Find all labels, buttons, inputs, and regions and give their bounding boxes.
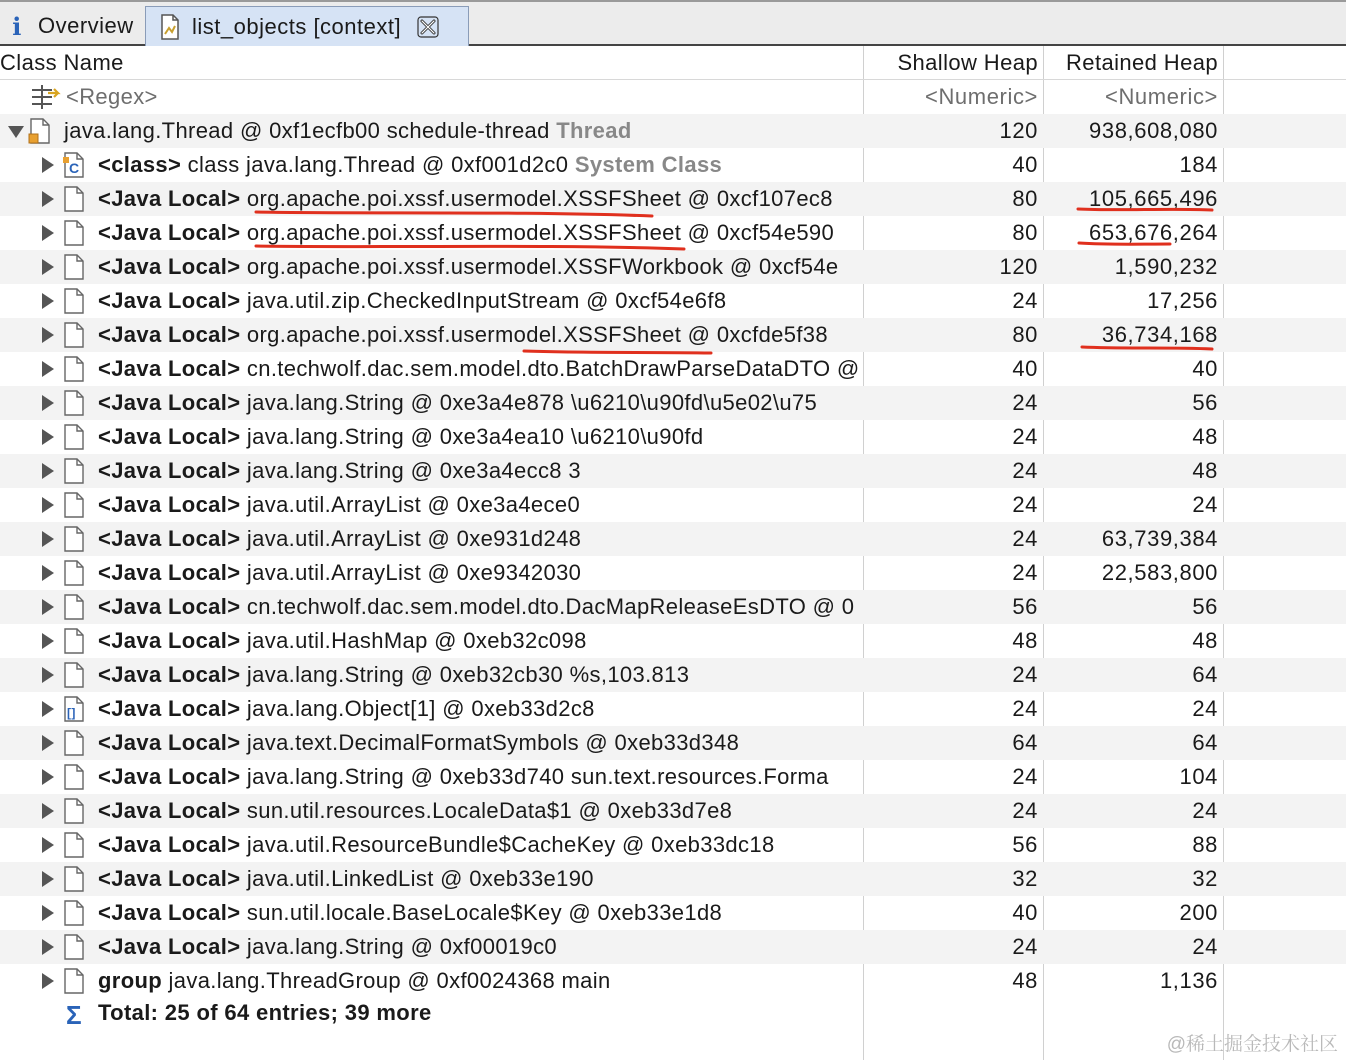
object-icon [62,628,86,654]
expand-arrow-icon[interactable] [42,633,54,649]
expand-arrow-icon[interactable] [42,769,54,785]
object-icon [62,968,86,994]
object-icon [62,594,86,620]
object-icon [62,288,86,314]
expand-arrow-icon[interactable] [42,293,54,309]
expand-arrow-icon[interactable] [42,395,54,411]
object-icon [62,492,86,518]
object-label: org.apache.poi.xssf.usermodel.XSSFSheet @ 0xcfde5f38 [246,322,828,347]
editor-tab-bar [0,0,1346,46]
object-label: java.lang.Object[1] @ 0xeb33d2c8 [246,696,595,721]
sum-icon: Σ [66,1000,82,1030]
retained-heap-value: 36,734,168 [1101,322,1218,347]
reference-kind: <Java Local> [98,424,241,449]
table-row[interactable] [0,658,1346,692]
array-icon [62,696,86,722]
table-row[interactable] [0,454,1346,488]
expand-arrow-icon[interactable] [42,497,54,513]
shallow-heap-value: 48 [1012,628,1038,653]
total-summary: Total: 25 of 64 entries; 39 more [98,1000,432,1025]
shallow-heap-value: 24 [1012,696,1038,721]
shallow-heap-value: 24 [1012,560,1038,585]
object-label: cn.techwolf.dac.sem.model.dto.DacMapReleaseEsDTO @ 0 [246,594,855,619]
retained-heap-value: 24 [1192,934,1218,959]
retained-heap-value: 24 [1192,492,1218,517]
expand-arrow-icon[interactable] [42,157,54,173]
expand-arrow-icon[interactable] [42,701,54,717]
svg-text:C: C [69,160,80,176]
root-thread-type: Thread [556,118,632,143]
object-label: java.util.ArrayList @ 0xe9342030 [246,560,582,585]
retained-heap-value: 105,665,496 [1089,186,1218,211]
svg-text:[]: [] [67,706,76,720]
expand-arrow-icon[interactable] [42,259,54,275]
root-retained-value: 938,608,080 [1089,118,1218,143]
table-row[interactable] [0,386,1346,420]
shallow-heap-value: 40 [1012,900,1038,925]
retained-heap-value: 24 [1192,798,1218,823]
shallow-heap-value: 24 [1012,424,1038,449]
reference-kind: <Java Local> [98,186,241,211]
expand-arrow-icon[interactable] [42,463,54,479]
retained-heap-value: 48 [1192,424,1218,449]
retained-heap-value: 63,739,384 [1101,526,1218,551]
object-label: sun.util.resources.LocaleData$1 @ 0xeb33d7e8 [246,798,733,823]
expand-arrow-icon[interactable] [42,361,54,377]
regex-filter-cell[interactable] [0,80,864,114]
table-row[interactable] [0,284,1346,318]
object-label: java.lang.String @ 0xe3a4e878 \u6210\u90fd\u5e02\u75 [246,390,818,415]
object-icon [62,186,86,212]
table-row[interactable] [0,896,1346,930]
table-row[interactable] [0,828,1346,862]
retained-filter-input[interactable]: <Numeric> [1105,84,1218,109]
thread-object-icon [28,118,52,144]
total-row [0,998,1346,1032]
object-icon [62,458,86,484]
object-label: class java.lang.Thread @ 0xf001d2c0 [187,152,569,177]
shallow-heap-value: 24 [1012,390,1038,415]
expand-arrow-icon[interactable] [42,327,54,343]
column-header-shallow-heap[interactable]: Shallow Heap [897,50,1038,75]
document-icon [160,14,180,40]
reference-kind: <Java Local> [98,662,241,687]
retained-heap-value: 48 [1192,628,1218,653]
reference-kind: <Java Local> [98,220,241,245]
object-label: java.lang.String @ 0xe3a4ecc8 3 [246,458,581,483]
table-row[interactable] [0,964,1346,998]
shallow-heap-value: 64 [1012,730,1038,755]
expand-arrow-icon[interactable] [42,939,54,955]
shallow-heap-value: 40 [1012,356,1038,381]
retained-heap-value: 48 [1192,458,1218,483]
object-label: java.util.ArrayList @ 0xe931d248 [246,526,582,551]
reference-kind: <Java Local> [98,492,241,517]
expand-arrow-icon[interactable] [42,973,54,989]
reference-kind: <Java Local> [98,730,241,755]
reference-kind: <Java Local> [98,696,241,721]
tab-overview-label: Overview [38,13,134,38]
object-icon [62,764,86,790]
reference-kind: <Java Local> [98,458,241,483]
reference-kind: <Java Local> [98,322,241,347]
reference-kind: <Java Local> [98,594,241,619]
table-row[interactable] [0,590,1346,624]
tab-overview[interactable] [0,6,144,46]
object-label: sun.util.locale.BaseLocale$Key @ 0xeb33e1d8 [246,900,723,925]
retained-heap-value: 56 [1192,390,1218,415]
shallow-heap-value: 56 [1012,594,1038,619]
object-icon [62,322,86,348]
shallow-heap-value: 40 [1012,152,1038,177]
expand-arrow-icon[interactable] [42,225,54,241]
table-row[interactable] [0,216,1346,250]
retained-heap-value: 64 [1192,662,1218,687]
reference-kind: group [98,968,163,993]
object-icon [62,934,86,960]
object-icon [62,390,86,416]
expand-arrow-icon[interactable] [42,667,54,683]
table-row[interactable] [0,556,1346,590]
shallow-heap-value: 24 [1012,662,1038,687]
object-label: java.lang.ThreadGroup @ 0xf0024368 main [168,968,611,993]
object-icon [62,560,86,586]
object-icon [62,798,86,824]
close-icon[interactable] [417,16,439,38]
retained-heap-value: 17,256 [1147,288,1218,313]
expand-arrow-icon[interactable] [42,429,54,445]
reference-kind: <Java Local> [98,560,241,585]
table-row[interactable] [0,862,1346,896]
reference-kind: <class> [98,152,182,177]
regex-filter-icon [30,83,62,111]
object-icon [62,866,86,892]
table-row[interactable] [0,488,1346,522]
object-icon [62,900,86,926]
table-row[interactable] [0,930,1346,964]
object-label: cn.techwolf.dac.sem.model.dto.BatchDrawParseDataDTO @ [246,356,860,381]
retained-heap-value: 64 [1192,730,1218,755]
object-icon [62,356,86,382]
table-row[interactable] [0,522,1346,556]
expand-arrow-icon[interactable] [42,565,54,581]
reference-kind: <Java Local> [98,764,241,789]
expand-arrow-icon[interactable] [42,599,54,615]
object-label: org.apache.poi.xssf.usermodel.XSSFSheet @ 0xcf54e590 [246,220,835,245]
object-label: org.apache.poi.xssf.usermodel.XSSFWorkbook @ 0xcf54e [246,254,839,279]
retained-heap-value: 24 [1192,696,1218,721]
object-label: java.lang.String @ 0xf00019c0 [246,934,558,959]
expand-arrow-icon[interactable] [42,905,54,921]
shallow-heap-value: 56 [1012,832,1038,857]
expand-arrow-icon[interactable] [42,191,54,207]
shallow-heap-value: 48 [1012,968,1038,993]
expand-arrow-icon[interactable] [42,837,54,853]
retained-heap-value: 1,590,232 [1114,254,1218,279]
reference-kind: <Java Local> [98,254,241,279]
root-shallow-value: 120 [999,118,1038,143]
object-label: java.util.ArrayList @ 0xe3a4ece0 [246,492,581,517]
retained-heap-value: 104 [1179,764,1218,789]
table-row[interactable] [0,318,1346,352]
shallow-heap-value: 80 [1012,220,1038,245]
shallow-heap-value: 80 [1012,322,1038,347]
shallow-heap-value: 32 [1012,866,1038,891]
shallow-heap-value: 24 [1012,492,1038,517]
table-row[interactable] [0,624,1346,658]
reference-kind: <Java Local> [98,288,241,313]
retained-heap-value: 1,136 [1159,968,1218,993]
retained-heap-value: 88 [1192,832,1218,857]
object-icon [62,730,86,756]
reference-kind: <Java Local> [98,628,241,653]
object-label: java.util.HashMap @ 0xeb32c098 [246,628,587,653]
column-header-class-name[interactable]: Class Name [0,50,124,75]
retained-heap-value: 32 [1192,866,1218,891]
object-label: org.apache.poi.xssf.usermodel.XSSFSheet @ 0xcf107ec8 [246,186,833,211]
shallow-heap-value: 24 [1012,764,1038,789]
reference-kind: <Java Local> [98,390,241,415]
tab-list-objects-label: list_objects [context] [192,13,402,39]
object-label: java.lang.String @ 0xe3a4ea10 \u6210\u90fd [246,424,704,449]
tree-row-root-thread[interactable] [0,114,1346,148]
column-header-retained-heap[interactable]: Retained Heap [1066,50,1218,75]
reference-kind: <Java Local> [98,526,241,551]
table-row[interactable] [0,250,1346,284]
shallow-heap-value: 80 [1012,186,1038,211]
shallow-heap-value: 24 [1012,526,1038,551]
expand-arrow-icon[interactable] [42,531,54,547]
expand-arrow-icon[interactable] [42,803,54,819]
shallow-filter-input[interactable]: <Numeric> [925,84,1038,109]
info-icon: i [12,11,22,41]
table-row[interactable] [0,794,1346,828]
object-icon [62,220,86,246]
retained-heap-value: 653,676,264 [1089,220,1218,245]
retained-heap-value: 200 [1179,900,1218,925]
shallow-heap-value: 24 [1012,934,1038,959]
reference-kind: <Java Local> [98,866,241,891]
tab-list-objects[interactable] [145,6,469,46]
table-header [0,46,1346,80]
retained-heap-value: 56 [1192,594,1218,619]
reference-kind: <Java Local> [98,934,241,959]
table-row[interactable] [0,692,1346,726]
shallow-heap-value: 24 [1012,288,1038,313]
retained-heap-value: 22,583,800 [1101,560,1218,585]
expand-arrow-icon[interactable] [42,871,54,887]
table-row[interactable] [0,352,1346,386]
object-icon [62,832,86,858]
object-label: java.lang.String @ 0xeb32cb30 %s,103.813 [246,662,690,687]
class-icon [62,152,86,178]
collapse-arrow-icon[interactable] [8,126,24,138]
table-row[interactable] [0,726,1346,760]
reference-kind: <Java Local> [98,832,241,857]
object-label: java.util.LinkedList @ 0xeb33e190 [246,866,594,891]
object-label: java.util.zip.CheckedInputStream @ 0xcf54e6f8 [246,288,727,313]
object-label: java.text.DecimalFormatSymbols @ 0xeb33d348 [246,730,740,755]
object-label: java.util.ResourceBundle$CacheKey @ 0xeb33dc18 [246,832,775,857]
regex-filter-input[interactable]: <Regex> [66,84,158,109]
object-icon [62,526,86,552]
object-icon [62,254,86,280]
retained-heap-value: 184 [1179,152,1218,177]
retained-heap-value: 40 [1192,356,1218,381]
shallow-heap-value: 24 [1012,458,1038,483]
expand-arrow-icon[interactable] [42,735,54,751]
table-row[interactable] [0,760,1346,794]
shallow-heap-value: 24 [1012,798,1038,823]
filter-row [0,80,1346,114]
reference-kind: <Java Local> [98,900,241,925]
reference-kind: <Java Local> [98,356,241,381]
table-row[interactable] [0,420,1346,454]
object-icon [62,662,86,688]
class-type-label: System Class [574,152,723,177]
object-label: java.lang.String @ 0xeb33d740 sun.text.resources.Forma [246,764,829,789]
root-thread-name: java.lang.Thread @ 0xf1ecfb00 schedule-thread [64,118,550,143]
table-row[interactable] [0,148,1346,182]
reference-kind: <Java Local> [98,798,241,823]
object-icon [62,424,86,450]
shallow-heap-value: 120 [999,254,1038,279]
watermark: @稀土掘金技术社区 [1166,1034,1338,1055]
table-row[interactable] [0,182,1346,216]
